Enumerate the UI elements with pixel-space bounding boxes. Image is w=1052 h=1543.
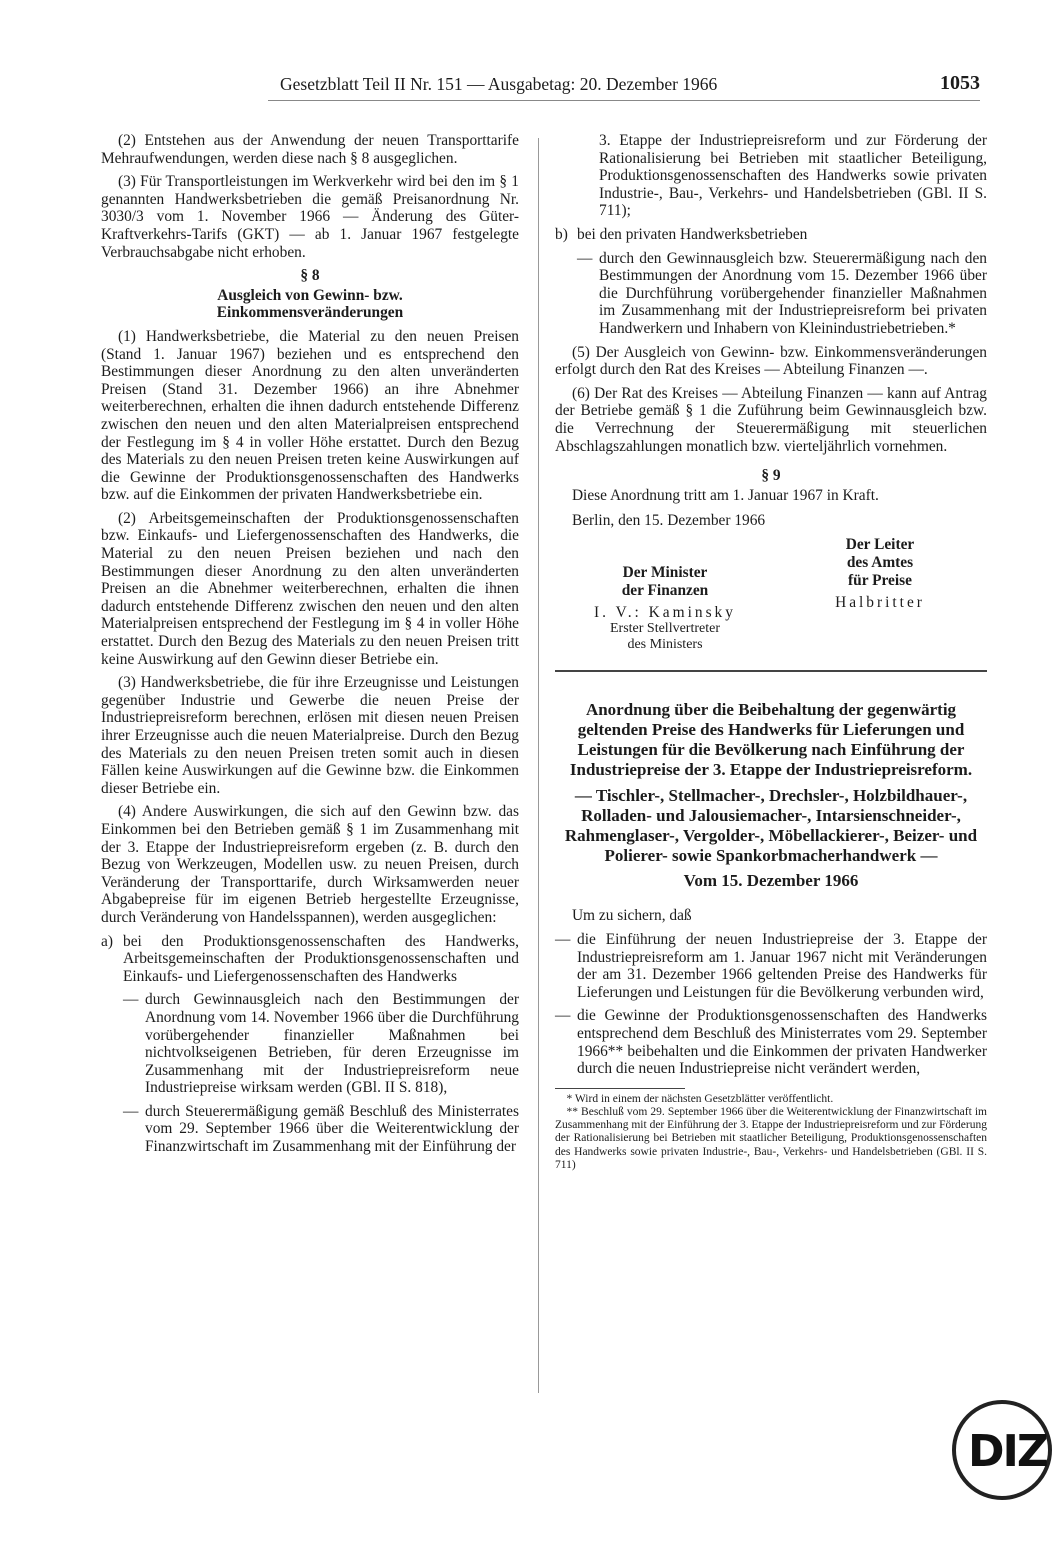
gazette-title: Gesetzblatt Teil II Nr. 151 — Ausgabetag: 20. Dezember 1966 bbox=[280, 74, 718, 94]
dash-item-3 bbox=[577, 250, 987, 338]
footnote-2: ** Beschluß vom 29. September 1966 über die Weiterentwicklung der Finanzwirtschaft im Zusammenhang mit der Einführung der 3. Etappe der Industriepreisreform und zur Förderung der Rationalisierung bei Betrieben mit staatlicher Beteiligung, Produktionsgenossenschaften des Handwerks sowie privaten Industrie-, Bau-, Verkehrs- und Handelsbetrieben (GBl. II S. 711) bbox=[555, 1106, 987, 1171]
ordinance-intro: Um zu sichern, daß bbox=[571, 907, 692, 925]
list-a-continuation bbox=[555, 132, 987, 220]
dash-item-4 bbox=[555, 931, 987, 1001]
signature-minister-role-1: Erster Stellvertreter bbox=[609, 621, 720, 637]
paragraph-8-4: (4) Andere Auswirkungen, die sich auf den Gewinn bzw. das Einkommen bei den Betrieben gemäß § 1 im Zusammenhang mit der 3. Etappe der Industriepreisreform ergeben (z. B. durch den Bezug von Werkzeugen, Modellen usw. zu neuen Preisen, durch Veränderung der Transporttarife, durch Wirksamwerden neuer Abgabepreise für im eigenen Betrieb hergestellte Erzeugnisse, durch Veränderung von Handelsspannen), werden ausgeglichen: bbox=[101, 803, 519, 926]
dash-item-2 bbox=[123, 1103, 519, 1156]
signature-block bbox=[555, 536, 987, 656]
dash-item-2-continuation: 3. Etappe der Industriepreisreform und zur Förderung der Rationalisierung bei Betrieben mit staatlicher Beteiligung, Produktionsgenossenschaften des Handwerks sowie privaten Industrie-, Bau-, Verkehrs- und Handelsbetrieben (GBl. II S. 711); bbox=[599, 132, 987, 220]
paragraph-8-3: (3) Handwerksbetriebe, die für ihre Erzeugnisse und Leistungen gegenüber Industrie und Gewerbe die neuen Preise der Industriepreisreform berechnen, erlösen mit diesen neuen Preisen ihrer Erzeugnisse auch die neuen Materialpreise. Durch den Bezug des Materials zu den neuen Preisen treten somit auch in diesen Fällen keine Auswirkungen auf die Gewinne bzw. die Einkommen dieser Betriebe ein. bbox=[101, 674, 519, 797]
signature-office-title-1: Der Leiter bbox=[845, 535, 915, 553]
dash-marker: — bbox=[577, 249, 593, 267]
place-date: Berlin, den 15. Dezember 1966 bbox=[571, 512, 766, 530]
left-column bbox=[101, 132, 519, 1162]
paragraph-7-3: (3) Für Transportleistungen im Werkverkehr wird bei den im § 1 genannten Handwerksbetrieben die gemäß Preisanordnung Nr. 3030/3 vom 1. November 1966 — Änderung des Güter-Kraftverkehrs-Tarifs (GKT) — ab 1. Januar 1967 festgelegte Verbrauchsabgabe nicht erhoben. bbox=[101, 173, 519, 261]
paragraph-8-6: (6) Der Rat des Kreises — Abteilung Finanzen — kann auf Antrag der Betriebe gemäß § 1 die Zuführung beim Gewinnausgleich bzw. die Verrechnung der Steuerermäßigung mit steuerlichen Abschlagszahlungen monatlich bzw. vierteljährlich vornehmen. bbox=[555, 384, 987, 455]
dash-marker: — bbox=[123, 1102, 139, 1120]
list-item-a-text: bei den Produktionsgenossenschaften des Handwerks, Arbeitsgemeinschaften der Produktionsgenossenschaften und Einkaufs- und Liefergenossenschaften des Handwerks bbox=[123, 932, 519, 985]
column-divider bbox=[538, 138, 539, 1393]
dash-item-3-text: durch den Gewinnausgleich bzw. Steuerermäßigung nach den Bestimmungen der Anordnung vom 15. Dezember 1966 über die Durchführung vorübergehender finanzieller Maßnahmen im Zusammenhang mit der Industriepreisreform bei privaten Handwerkern und Inhabern von Kleinindustriebetrieben.* bbox=[599, 249, 987, 337]
archive-stamp bbox=[952, 1400, 1052, 1500]
ordinance-date: Vom 15. Dezember 1966 bbox=[683, 870, 859, 890]
section-8-title-line-2: Einkommensveränderungen bbox=[216, 304, 404, 322]
dash-marker: — bbox=[555, 1007, 571, 1025]
list-a-subitems bbox=[101, 991, 519, 1155]
section-9-number: § 9 bbox=[761, 467, 781, 485]
right-column bbox=[555, 132, 987, 1172]
signature-minister-role-2: des Ministers bbox=[627, 637, 703, 653]
list-marker-b: b) bbox=[555, 225, 568, 243]
dash-marker: — bbox=[555, 931, 571, 949]
header-rule bbox=[268, 100, 980, 101]
signature-office-name: Halbritter bbox=[835, 593, 925, 611]
footnotes bbox=[555, 1093, 987, 1172]
ordinance-title: Anordnung über die Beibehaltung der gegenwärtig geltenden Preise des Handwerks für Lieferungen und Leistungen für die Bevölkerung nach Einführung der Industriepreise der 3. Etappe der Industriepreisreform. bbox=[569, 699, 973, 779]
page-number: 1053 bbox=[940, 72, 980, 94]
list-item-a bbox=[101, 933, 519, 986]
section-8-title-line-1: Ausgleich von Gewinn- bzw. bbox=[217, 286, 403, 304]
signature-office-title-2: des Amtes bbox=[846, 553, 914, 571]
section-9-text: Diese Anordnung tritt am 1. Januar 1967 in Kraft. bbox=[571, 486, 879, 504]
section-8-title bbox=[101, 287, 519, 322]
dash-item-1 bbox=[123, 991, 519, 1097]
dash-item-5-text: die Gewinne der Produktionsgenossenschaften des Handwerks entsprechend dem Beschluß des Ministerrates vom 29. September 1966** beibehalten und die Einkommen der privaten Handwerker durch die neuen Industriepreise nicht verändert werden, bbox=[577, 1007, 987, 1078]
paragraph-8-1: (1) Handwerksbetriebe, die Material zu den neuen Preisen (Stand 1. Januar 1967) beziehen und es entsprechend den Bestimmungen dieser Anordnung zu den alten unveränderten Preisen (Stand 31. Dezember 1966) an ihre Abnehmer weiterberechnen, erhalten die ihnen dadurch entstehende Differenz zwischen den neuen und den alten Materialpreisen entsprechend der Festlegung im § 4 in voller Höhe erstattet. Durch den Bezug des Materials zu den neuen Preisen treten keine Auswirkungen auf die Gewinne der Produktionsgenossenschaften des Handwerks bzw. auf die Einkommen der privaten Handwerksbetriebe ein. bbox=[101, 327, 519, 504]
signature-minister-name: I. V.: Kaminsky bbox=[594, 603, 736, 621]
paragraph-8-2: (2) Arbeitsgemeinschaften der Produktionsgenossenschaften bzw. Einkaufs- und Liefergenossenschaften des Handwerks, die Material zu den neuen Preisen beziehen und nach den Bestimmungen dieser Anordnung zu den alten unveränderten Preisen an die Abnehmer weiterberechnen, erhalten die ihnen dadurch entstehende Differenz zwischen den neuen und den alten Materialpreisen entsprechend der Festlegung im § 4 in voller Höhe erstattet. Durch den Bezug des Materials zu den neuen Preisen tritt keine Auswirkung auf den Gewinn dieser Betriebe ein. bbox=[101, 509, 519, 668]
footnote-rule bbox=[555, 1088, 685, 1089]
signature-price-office bbox=[795, 536, 965, 612]
signature-minister-title-2: der Finanzen bbox=[621, 581, 709, 599]
page-header bbox=[0, 74, 1024, 104]
footnote-1: * Wird in einem der nächsten Gesetzblätter veröffentlicht. bbox=[566, 1092, 834, 1105]
dash-marker: — bbox=[123, 991, 139, 1009]
dash-item-1-text: durch Gewinnausgleich nach den Bestimmungen der Anordnung vom 14. November 1966 über die Durchführung vorübergehender finanzieller Maßnahmen bei nichtvolkseigenen Betrieben, für deren Erzeugnisse im Zusammenhang mit der Industriepreisreform neue Industriepreise wirksam werden (GBl. II S. 818), bbox=[145, 991, 519, 1097]
stamp-text: DIZ bbox=[968, 1426, 1047, 1477]
list-item-b-text: bei den privaten Handwerksbetrieben bbox=[577, 225, 808, 243]
dash-item-2-text: durch Steuerermäßigung gemäß Beschluß des Ministerrates vom 29. September 1966 über die Weiterentwicklung der Finanzwirtschaft im Zusammenhang mit der Einführung der bbox=[145, 1102, 519, 1156]
signature-minister-title-1: Der Minister bbox=[622, 563, 708, 581]
dash-item-4-text: die Einführung der neuen Industriepreise der 3. Etappe der Industriepreisreform am 1. Januar 1967 nicht mit Veränderungen der am 31. Dezember 1966 geltenden Preise des Handwerks für Lieferungen und Leistungen für die Bevölkerung verbunden wird, bbox=[577, 931, 987, 1001]
ordinance-trades: — Tischler-, Stellmacher-, Drechsler-, Holzbildhauer-, Rolladen- und Jalousiemacher-, Intarsienschneider-, Rahmenglaser-, Vergolder-, Möbellackierer-, Beizer- und Polierer- sowie Spankorbmacherhandwerk — bbox=[564, 785, 978, 865]
list-item-b bbox=[555, 226, 987, 244]
section-8-number: § 8 bbox=[300, 267, 320, 285]
list-b-subitems bbox=[555, 250, 987, 338]
signature-office-title-3: für Preise bbox=[848, 571, 912, 589]
signature-minister bbox=[565, 564, 765, 654]
paragraph-8-5: (5) Der Ausgleich von Gewinn- bzw. Einkommensveränderungen erfolgt durch den Rat des Kreises — Abteilung Finanzen —. bbox=[555, 343, 987, 379]
list-marker-a: a) bbox=[101, 932, 113, 950]
section-separator bbox=[555, 670, 987, 672]
paragraph-7-2: (2) Entstehen aus der Anwendung der neuen Transporttarife Mehraufwendungen, werden diese nach § 8 ausgeglichen. bbox=[101, 132, 519, 167]
dash-item-5 bbox=[555, 1007, 987, 1077]
